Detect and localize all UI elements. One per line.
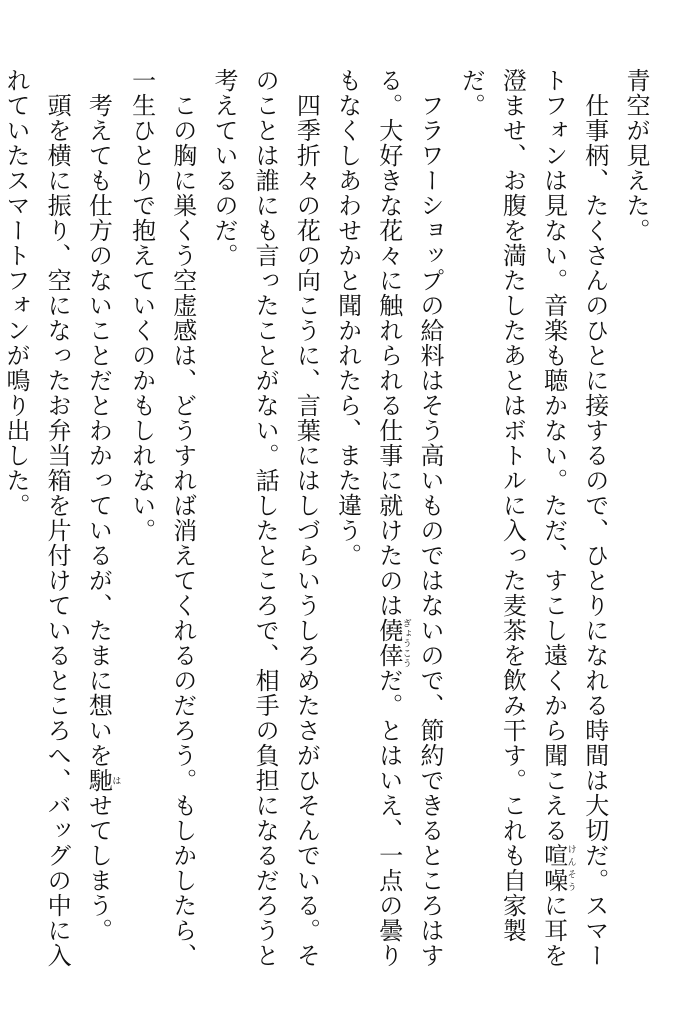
paragraph-3-part-2: だ。とはいえ、一点の曇りもなくしあわせかと聞かれたら、また違う。 — [333, 68, 403, 968]
paragraph-1: 青空が見えた。 — [622, 68, 650, 243]
paragraph-2-part-2: に耳を澄ませ、お腹を満たしたあとはボトルに入った麦茶を飲み干す。これも自家製だ。 — [457, 68, 568, 968]
vertical-text-body — [0, 68, 656, 988]
ruby-hase — [84, 768, 121, 793]
ruby-kenso-reading: けんそう — [565, 843, 576, 893]
paragraph-6-part-2: せてしまう。 — [84, 793, 113, 943]
paragraph-6-part-1: 考えても仕方のないことだとわかっているが、たまに想いを — [84, 68, 113, 768]
paragraph-5: この胸に巣くう空虚感は、どうすれば消えてくれるのだろう。もしかしたら、一生ひとりで抱えていくのかもしれない。 — [127, 68, 197, 968]
paragraph-4: 四季折々の花の向こうに、言葉にはしづらいうしろめたさがひそんでいる。そのことは誰にも言ったことがない。話したところで、相手の負担になるだろうと考えているのだ。 — [209, 68, 321, 968]
paragraph-2 — [450, 68, 615, 988]
paragraph-3 — [326, 68, 450, 988]
ruby-hase-base: 馳 — [84, 768, 113, 793]
paragraph-6 — [77, 68, 120, 988]
ruby-kenso-base: 喧噪 — [539, 843, 568, 893]
ruby-gyoko-base: 僥倖 — [374, 618, 403, 668]
ruby-gyoko-reading: ぎょうこう — [400, 618, 411, 668]
ruby-kenso — [539, 843, 576, 893]
ruby-gyoko — [374, 618, 411, 668]
paragraph-7: 頭を横に振り、空になったお弁当箱を片付けているところへ、バッグの中に入れていたスマートフォンが鳴り出した。 — [1, 68, 72, 968]
paragraph-2-part-1: 仕事柄、たくさんのひとに接するので、ひとりになれる時間は大切だ。スマートフォンは見ない。音楽も聴かない。ただ、すこし遠くから聞こえる — [539, 68, 609, 968]
ruby-hase-reading: は — [110, 768, 121, 793]
paragraph-3-part-1: フラワーショップの給料はそう高いものではないので、節約できるところはする。大好きな花々に触れられる仕事に就けたのは — [374, 68, 444, 968]
